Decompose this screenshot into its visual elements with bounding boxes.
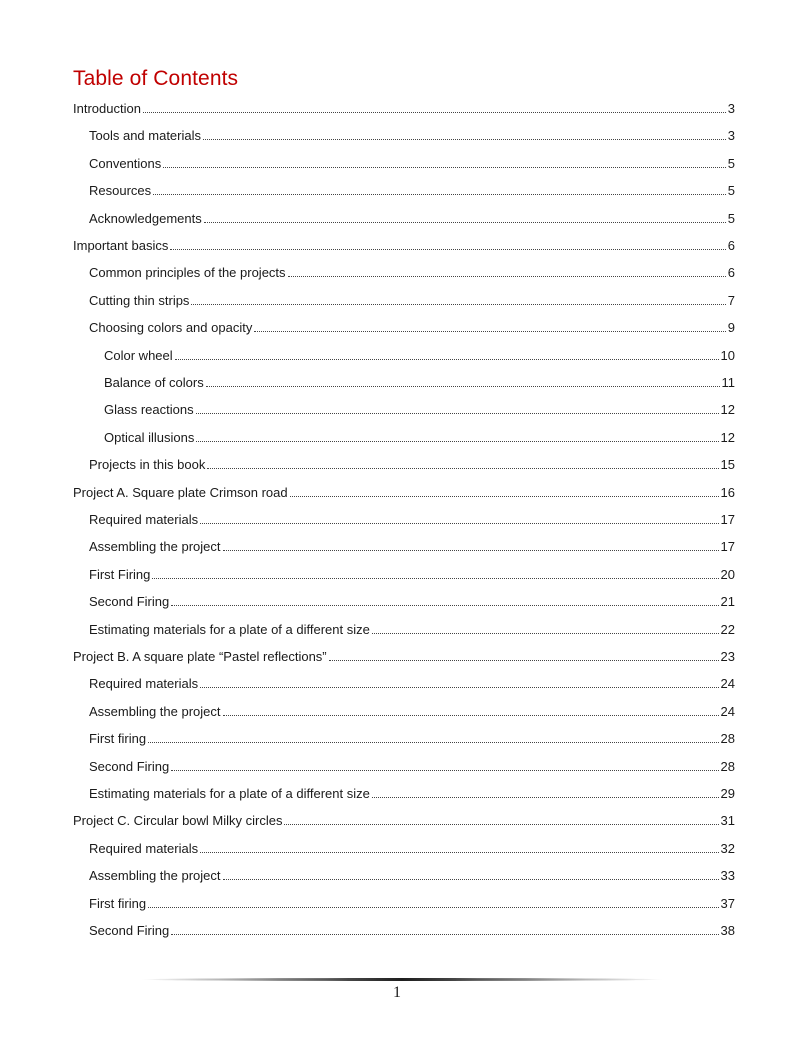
toc-entry-label: Projects in this book <box>89 457 206 473</box>
dot-leader <box>148 907 718 908</box>
toc-entry-page-number: 28 <box>720 731 735 747</box>
toc-entry-page-number: 29 <box>720 786 735 801</box>
toc-entry-label: Glass reactions <box>104 402 194 418</box>
toc-entry[interactable] <box>89 864 735 884</box>
dot-leader <box>254 331 725 332</box>
toc-entry-page-number: 5 <box>727 210 735 226</box>
toc-entry-page-number: 24 <box>720 676 735 692</box>
toc-entry[interactable] <box>73 481 735 501</box>
toc-entry-label: Second Firing <box>89 758 170 774</box>
dot-leader <box>290 496 719 497</box>
toc-entry-page-number: 21 <box>720 594 735 610</box>
toc-entry[interactable] <box>89 755 735 775</box>
dot-leader <box>196 441 718 442</box>
toc-entry[interactable] <box>89 152 735 172</box>
toc-entry-label: Common principles of the projects <box>89 265 286 281</box>
toc-entry-label: Assembling the project <box>89 703 221 719</box>
toc-entry-page-number: 28 <box>720 758 735 774</box>
toc-entry-label: Assembling the project <box>89 868 221 884</box>
toc-entry[interactable] <box>89 508 735 528</box>
footer-divider <box>140 978 664 981</box>
toc-entry[interactable] <box>89 563 735 583</box>
toc-entry[interactable] <box>104 371 735 391</box>
toc-entry-label: Color wheel <box>104 347 173 363</box>
toc-entry-label: Required materials <box>89 676 199 692</box>
toc-entry-label: First firing <box>89 895 147 911</box>
toc-entry-page-number: 6 <box>727 265 735 281</box>
toc-entry-page-number: 17 <box>720 512 735 527</box>
toc-entry[interactable] <box>89 919 735 939</box>
dot-leader <box>200 687 718 688</box>
toc-title: Table of Contents <box>73 67 239 90</box>
toc-entry-label: Estimating materials for a plate of a different size <box>89 621 370 637</box>
toc-entry[interactable] <box>73 809 735 829</box>
dot-leader <box>175 359 719 360</box>
toc-entry-page-number: 3 <box>727 128 735 144</box>
toc-entry[interactable] <box>89 124 735 144</box>
toc-entry-page-number: 20 <box>720 566 735 582</box>
dot-leader <box>223 715 719 716</box>
toc-entry-page-number: 24 <box>720 703 735 719</box>
dot-leader <box>223 550 719 551</box>
dot-leader <box>152 578 718 579</box>
toc-entry[interactable] <box>73 234 735 254</box>
toc-entry-page-number: 9 <box>727 320 735 336</box>
toc-entry-label: Tools and materials <box>89 128 201 144</box>
toc-entry-label: Estimating materials for a plate of a different size <box>89 786 370 801</box>
dot-leader <box>284 824 718 825</box>
toc-entry[interactable] <box>89 700 735 720</box>
toc-entry-label: Choosing colors and opacity <box>89 320 253 336</box>
toc-entry-page-number: 12 <box>720 402 735 418</box>
toc-entry[interactable] <box>89 289 735 309</box>
toc-entry-page-number: 5 <box>727 183 735 199</box>
toc-entry-page-number: 15 <box>720 457 735 473</box>
dot-leader <box>163 167 725 168</box>
toc-entry-label: Resources <box>89 183 152 199</box>
toc-entry[interactable] <box>89 672 735 692</box>
toc-entry-label: First Firing <box>89 566 151 582</box>
toc-entry[interactable] <box>89 727 735 747</box>
toc-entry-label: Conventions <box>89 155 162 171</box>
toc-entry[interactable] <box>73 645 735 665</box>
toc-entry-page-number: 12 <box>720 429 735 445</box>
toc-entry-page-number: 22 <box>720 621 735 637</box>
page-number: 1 <box>393 984 401 1001</box>
toc-entry[interactable] <box>89 618 735 638</box>
toc-entry[interactable] <box>104 398 735 418</box>
dot-leader <box>170 249 725 250</box>
toc-entry-label: Balance of colors <box>104 375 204 390</box>
toc-entry[interactable] <box>104 426 735 446</box>
toc-entry-page-number: 38 <box>720 923 735 938</box>
toc-entry[interactable] <box>89 837 735 857</box>
toc-entry[interactable] <box>104 344 735 364</box>
toc-entry-page-number: 5 <box>727 155 735 171</box>
toc-entry-page-number: 32 <box>720 840 735 856</box>
dot-leader <box>329 660 719 661</box>
toc-entry-label: Second Firing <box>89 923 170 938</box>
dot-leader <box>171 934 718 935</box>
toc-entry-label: Acknowledgements <box>89 210 202 226</box>
toc-entry-page-number: 11 <box>721 375 735 390</box>
toc-entry-page-number: 37 <box>720 895 735 911</box>
toc-entry[interactable] <box>89 782 735 802</box>
toc-entry-page-number: 31 <box>720 813 735 829</box>
dot-leader <box>223 879 719 880</box>
toc-entry[interactable] <box>89 453 735 473</box>
toc-entry-label: Introduction <box>73 101 141 116</box>
toc-entry-label: Required materials <box>89 840 199 856</box>
toc-entry[interactable] <box>89 590 735 610</box>
toc-entry-label: Cutting thin strips <box>89 292 190 308</box>
dot-leader <box>148 742 718 743</box>
toc-entry[interactable] <box>73 97 735 117</box>
dot-leader <box>171 770 718 771</box>
dot-leader <box>171 605 718 606</box>
dot-leader <box>203 139 726 140</box>
toc-entry-label: Project C. Circular bowl Milky circles <box>73 813 283 829</box>
dot-leader <box>372 633 719 634</box>
toc-entry-label: Project B. A square plate “Pastel reflections” <box>73 649 327 664</box>
dot-leader <box>207 468 718 469</box>
toc-entry[interactable] <box>89 316 735 336</box>
dot-leader <box>372 797 719 798</box>
dot-leader <box>206 386 720 387</box>
toc-entry-label: Second Firing <box>89 594 170 610</box>
toc-entry-label: Important basics <box>73 238 169 253</box>
dot-leader <box>200 852 718 853</box>
toc-entry-label: Required materials <box>89 512 199 527</box>
dot-leader <box>204 222 726 223</box>
dot-leader <box>200 523 718 524</box>
toc-entry-page-number: 3 <box>727 101 735 116</box>
toc-entry-page-number: 7 <box>727 292 735 308</box>
toc-entry[interactable] <box>89 261 735 281</box>
toc-entry-page-number: 17 <box>720 539 735 555</box>
toc-entry[interactable] <box>89 179 735 199</box>
dot-leader <box>288 276 726 277</box>
dot-leader <box>191 304 725 305</box>
toc-entry[interactable] <box>89 535 735 555</box>
toc-entry-page-number: 23 <box>720 649 735 664</box>
toc-entry-label: Optical illusions <box>104 429 195 445</box>
dot-leader <box>196 413 719 414</box>
dot-leader <box>143 112 726 113</box>
toc-entry-label: Assembling the project <box>89 539 221 555</box>
toc-entry-page-number: 10 <box>720 347 735 363</box>
toc-entry[interactable] <box>89 207 735 227</box>
toc-entry-page-number: 33 <box>720 868 735 884</box>
toc-entry-label: First firing <box>89 731 147 747</box>
toc-entry-page-number: 16 <box>720 484 735 500</box>
toc-entry-label: Project A. Square plate Crimson road <box>73 484 288 500</box>
dot-leader <box>153 194 726 195</box>
toc-entry[interactable] <box>89 892 735 912</box>
toc-entry-page-number: 6 <box>727 238 735 253</box>
